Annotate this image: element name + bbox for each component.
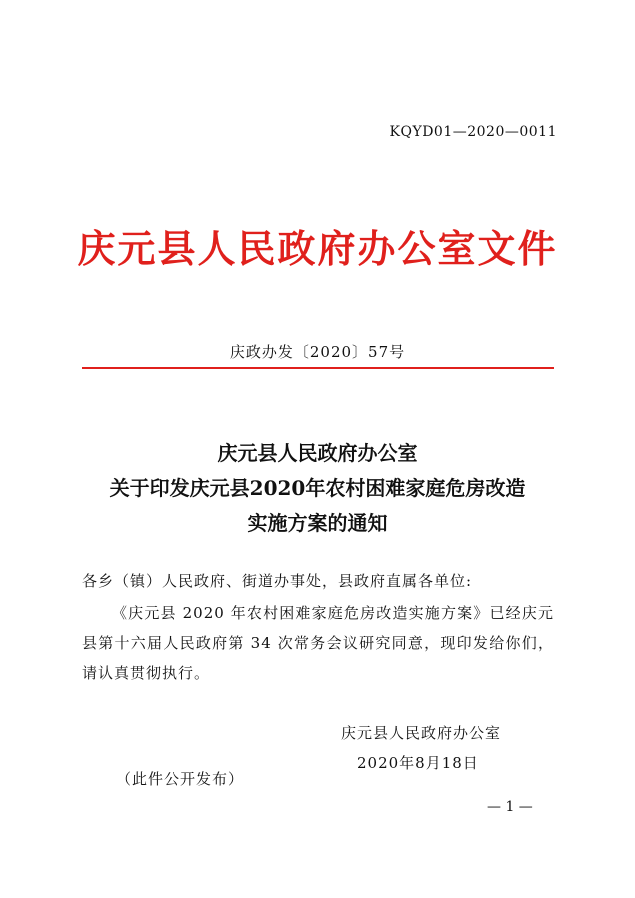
- document-code: KQYD01—2020—0011: [389, 124, 557, 140]
- body-paragraph: 《庆元县 2020 年农村困难家庭危房改造实施方案》已经庆元县第十六届人民政府第 34 次常务会议研究同意，现印发给你们，请认真贯彻执行。: [82, 604, 554, 682]
- issuer-signature: 庆元县人民政府办公室: [341, 724, 502, 742]
- public-release-note: （此件公开发布）: [116, 770, 245, 788]
- issue-number: 庆政办发〔2020〕57号: [229, 343, 406, 361]
- notice-title-line-3: 实施方案的通知: [247, 511, 388, 535]
- red-divider-line: [82, 367, 554, 369]
- issue-date: 2020年8月18日: [357, 754, 479, 772]
- notice-title-line-2: 关于印发庆元县2020年农村困难家庭危房改造: [109, 476, 526, 500]
- red-header-title: 庆元县人民政府办公室文件: [77, 226, 558, 271]
- page-number: — 1 —: [487, 799, 533, 815]
- notice-title-line-1: 庆元县人民政府办公室: [217, 441, 418, 465]
- salutation: 各乡（镇）人民政府、街道办事处，县政府直属各单位:: [82, 572, 473, 590]
- notice-title: [0, 436, 635, 541]
